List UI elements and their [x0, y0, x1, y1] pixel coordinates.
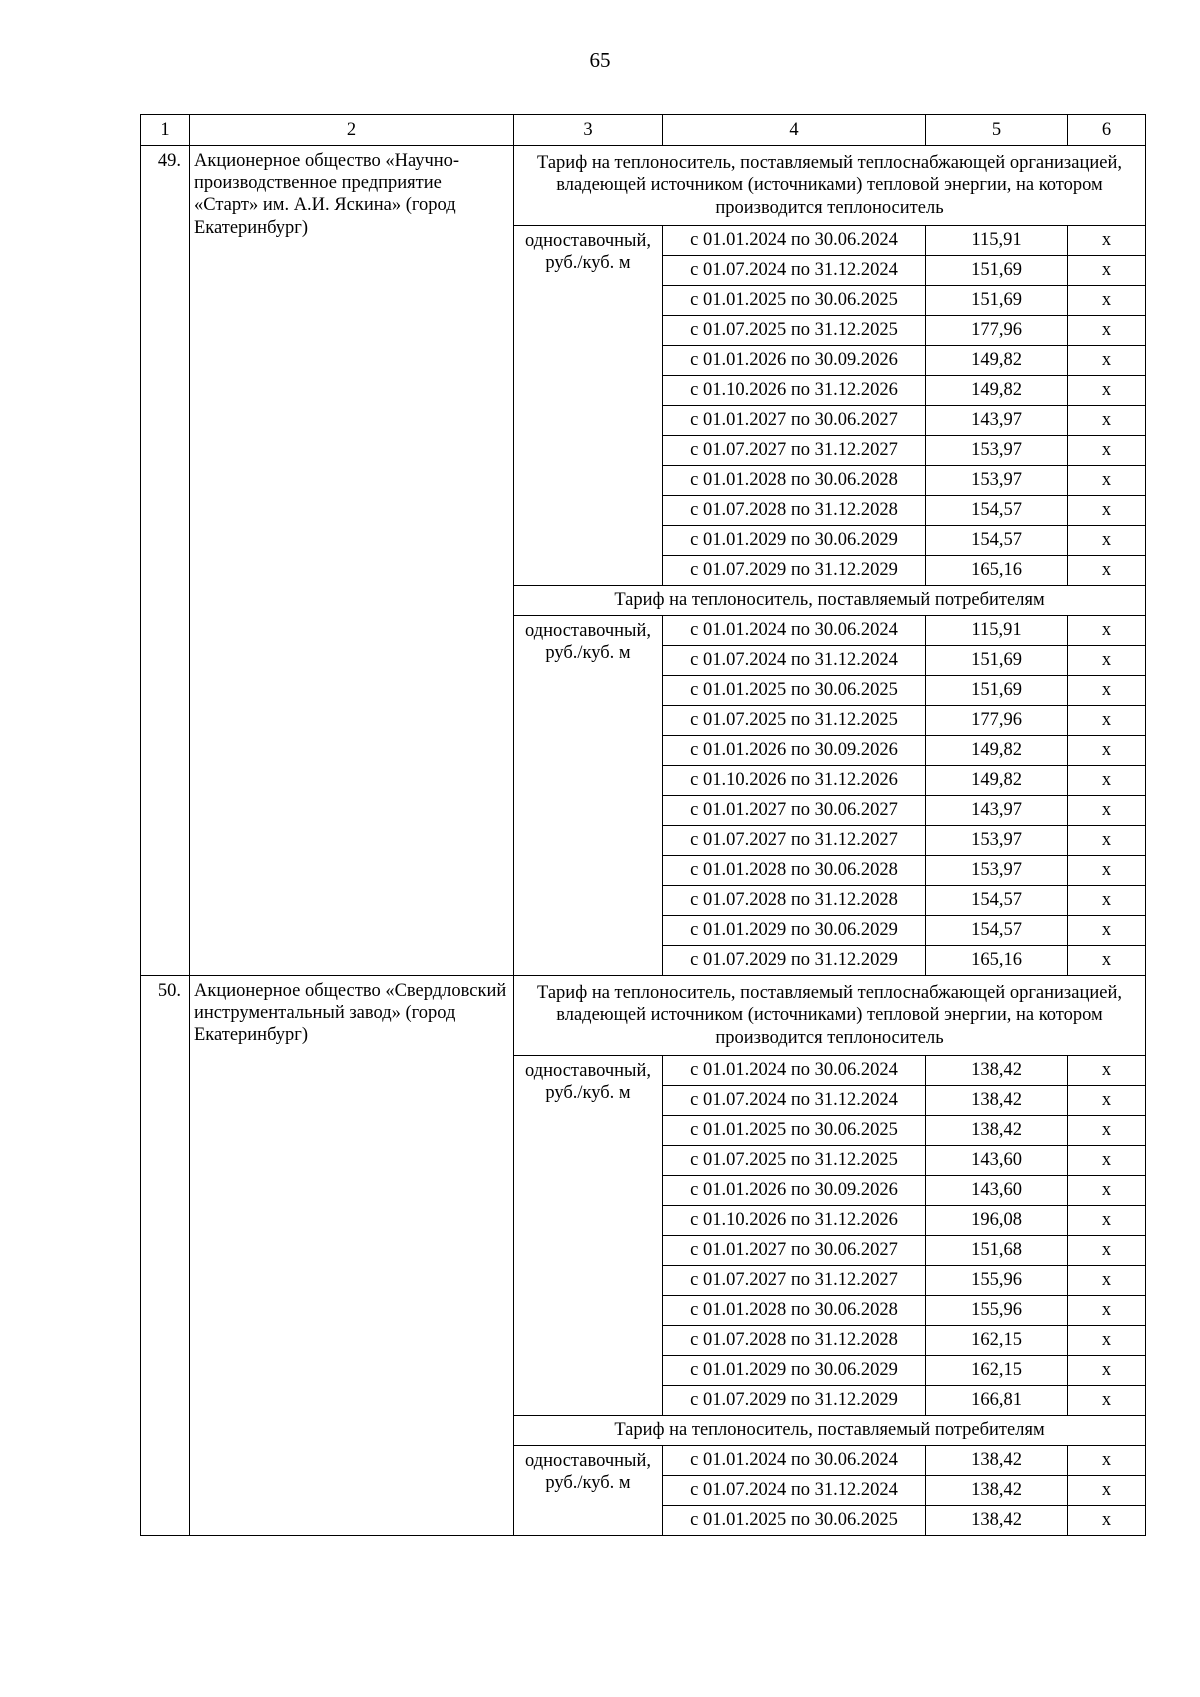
- mark-cell: х: [1068, 1056, 1146, 1086]
- tariff-value-cell: 149,82: [926, 766, 1068, 796]
- mark-cell: х: [1068, 256, 1146, 286]
- mark-cell: х: [1068, 1476, 1146, 1506]
- tariff-value-cell: 138,42: [926, 1086, 1068, 1116]
- organization-name: Акционерное общество «Научно-производственное предприятие «Старт» им. А.И. Яскина» (город Екатеринбург): [190, 146, 514, 976]
- period-cell: с 01.01.2029 по 30.06.2029: [663, 916, 926, 946]
- mark-cell: х: [1068, 376, 1146, 406]
- mark-cell: х: [1068, 1146, 1146, 1176]
- page-number: 65: [589, 48, 611, 72]
- period-cell: с 01.01.2024 по 30.06.2024: [663, 1446, 926, 1476]
- tariff-value-cell: 149,82: [926, 376, 1068, 406]
- period-cell: с 01.01.2025 по 30.06.2025: [663, 1116, 926, 1146]
- mark-cell: х: [1068, 856, 1146, 886]
- mark-cell: х: [1068, 226, 1146, 256]
- tariff-value-cell: 155,96: [926, 1266, 1068, 1296]
- column-header: 5: [926, 115, 1068, 146]
- tariff-value-cell: 115,91: [926, 226, 1068, 256]
- tariff-section-title: Тариф на теплоноситель, поставляемый потребителям: [514, 586, 1146, 616]
- mark-cell: х: [1068, 736, 1146, 766]
- mark-cell: х: [1068, 466, 1146, 496]
- tariff-value-cell: 138,42: [926, 1056, 1068, 1086]
- period-cell: с 01.01.2025 по 30.06.2025: [663, 286, 926, 316]
- period-cell: с 01.07.2024 по 31.12.2024: [663, 1476, 926, 1506]
- mark-cell: х: [1068, 616, 1146, 646]
- mark-cell: х: [1068, 1356, 1146, 1386]
- tariff-value-cell: 138,42: [926, 1116, 1068, 1146]
- tariff-value-cell: 149,82: [926, 346, 1068, 376]
- mark-cell: х: [1068, 796, 1146, 826]
- tariff-value-cell: 138,42: [926, 1476, 1068, 1506]
- period-cell: с 01.10.2026 по 31.12.2026: [663, 1206, 926, 1236]
- entry-number: 49.: [141, 146, 190, 976]
- column-header: 1: [141, 115, 190, 146]
- mark-cell: х: [1068, 1386, 1146, 1416]
- mark-cell: х: [1068, 1236, 1146, 1266]
- tariff-value-cell: 153,97: [926, 436, 1068, 466]
- mark-cell: х: [1068, 826, 1146, 856]
- period-cell: с 01.01.2028 по 30.06.2028: [663, 856, 926, 886]
- tariff-value-cell: 177,96: [926, 706, 1068, 736]
- period-cell: с 01.07.2025 по 31.12.2025: [663, 706, 926, 736]
- tariff-value-cell: 143,97: [926, 796, 1068, 826]
- mark-cell: х: [1068, 676, 1146, 706]
- mark-cell: х: [1068, 1266, 1146, 1296]
- period-cell: с 01.01.2026 по 30.09.2026: [663, 346, 926, 376]
- mark-cell: х: [1068, 1326, 1146, 1356]
- tariff-value-cell: 153,97: [926, 466, 1068, 496]
- period-cell: с 01.01.2027 по 30.06.2027: [663, 406, 926, 436]
- mark-cell: х: [1068, 1086, 1146, 1116]
- period-cell: с 01.07.2027 по 31.12.2027: [663, 826, 926, 856]
- mark-cell: х: [1068, 706, 1146, 736]
- entry-number: 50.: [141, 976, 190, 1536]
- period-cell: с 01.01.2029 по 30.06.2029: [663, 526, 926, 556]
- tariff-value-cell: 153,97: [926, 826, 1068, 856]
- section-header-row: [141, 146, 1146, 226]
- tariff-value-cell: 138,42: [926, 1446, 1068, 1476]
- column-header: 2: [190, 115, 514, 146]
- tariff-value-cell: 149,82: [926, 736, 1068, 766]
- tariff-value-cell: 151,69: [926, 646, 1068, 676]
- tariff-value-cell: 196,08: [926, 1206, 1068, 1236]
- period-cell: с 01.07.2029 по 31.12.2029: [663, 1386, 926, 1416]
- tariff-value-cell: 151,69: [926, 676, 1068, 706]
- mark-cell: х: [1068, 526, 1146, 556]
- period-cell: с 01.07.2029 по 31.12.2029: [663, 556, 926, 586]
- tariff-value-cell: 154,57: [926, 886, 1068, 916]
- tariff-value-cell: 151,69: [926, 256, 1068, 286]
- period-cell: с 01.07.2024 по 31.12.2024: [663, 256, 926, 286]
- tariff-value-cell: 165,16: [926, 556, 1068, 586]
- tariff-value-cell: 143,60: [926, 1146, 1068, 1176]
- mark-cell: х: [1068, 346, 1146, 376]
- rate-type: одноставочный, руб./куб. м: [514, 1056, 663, 1416]
- mark-cell: х: [1068, 496, 1146, 526]
- mark-cell: х: [1068, 436, 1146, 466]
- tariff-section-title: Тариф на теплоноситель, поставляемый потребителям: [514, 1416, 1146, 1446]
- period-cell: с 01.01.2027 по 30.06.2027: [663, 796, 926, 826]
- tariff-value-cell: 143,97: [926, 406, 1068, 436]
- period-cell: с 01.01.2026 по 30.09.2026: [663, 736, 926, 766]
- period-cell: с 01.07.2025 по 31.12.2025: [663, 1146, 926, 1176]
- period-cell: с 01.01.2024 по 30.06.2024: [663, 1056, 926, 1086]
- mark-cell: х: [1068, 406, 1146, 436]
- period-cell: с 01.01.2025 по 30.06.2025: [663, 1506, 926, 1536]
- tariff-value-cell: 154,57: [926, 526, 1068, 556]
- mark-cell: х: [1068, 1296, 1146, 1326]
- period-cell: с 01.07.2025 по 31.12.2025: [663, 316, 926, 346]
- period-cell: с 01.07.2028 по 31.12.2028: [663, 886, 926, 916]
- column-header: 3: [514, 115, 663, 146]
- period-cell: с 01.07.2024 по 31.12.2024: [663, 646, 926, 676]
- column-header: 6: [1068, 115, 1146, 146]
- tariff-value-cell: 154,57: [926, 916, 1068, 946]
- rate-type: одноставочный, руб./куб. м: [514, 616, 663, 976]
- period-cell: с 01.01.2027 по 30.06.2027: [663, 1236, 926, 1266]
- tariff-value-cell: 155,96: [926, 1296, 1068, 1326]
- mark-cell: х: [1068, 286, 1146, 316]
- mark-cell: х: [1068, 916, 1146, 946]
- mark-cell: х: [1068, 1116, 1146, 1146]
- period-cell: с 01.01.2025 по 30.06.2025: [663, 676, 926, 706]
- mark-cell: х: [1068, 946, 1146, 976]
- mark-cell: х: [1068, 556, 1146, 586]
- column-header: 4: [663, 115, 926, 146]
- period-cell: с 01.07.2024 по 31.12.2024: [663, 1086, 926, 1116]
- tariff-value-cell: 153,97: [926, 856, 1068, 886]
- tariff-value-cell: 151,69: [926, 286, 1068, 316]
- tariff-value-cell: 138,42: [926, 1506, 1068, 1536]
- period-cell: с 01.07.2027 по 31.12.2027: [663, 436, 926, 466]
- mark-cell: х: [1068, 316, 1146, 346]
- section-header-row: [141, 976, 1146, 1056]
- tariff-value-cell: 154,57: [926, 496, 1068, 526]
- tariff-value-cell: 143,60: [926, 1176, 1068, 1206]
- period-cell: с 01.01.2024 по 30.06.2024: [663, 226, 926, 256]
- mark-cell: х: [1068, 1506, 1146, 1536]
- period-cell: с 01.07.2029 по 31.12.2029: [663, 946, 926, 976]
- mark-cell: х: [1068, 1176, 1146, 1206]
- mark-cell: х: [1068, 646, 1146, 676]
- period-cell: с 01.10.2026 по 31.12.2026: [663, 376, 926, 406]
- period-cell: с 01.01.2026 по 30.09.2026: [663, 1176, 926, 1206]
- rate-type: одноставочный, руб./куб. м: [514, 226, 663, 586]
- rate-type: одноставочный, руб./куб. м: [514, 1446, 663, 1536]
- tariff-value-cell: 151,68: [926, 1236, 1068, 1266]
- tariff-value-cell: 162,15: [926, 1326, 1068, 1356]
- organization-name: Акционерное общество «Свердловский инструментальный завод» (город Екатеринбург): [190, 976, 514, 1536]
- tariff-value-cell: 165,16: [926, 946, 1068, 976]
- period-cell: с 01.01.2029 по 30.06.2029: [663, 1356, 926, 1386]
- mark-cell: х: [1068, 1206, 1146, 1236]
- tariff-section-title: Тариф на теплоноситель, поставляемый теплоснабжающей организацией, владеющей источником (источниками) тепловой энергии, на котором производится теплоноситель: [514, 976, 1146, 1056]
- tariff-value-cell: 162,15: [926, 1356, 1068, 1386]
- period-cell: с 01.01.2024 по 30.06.2024: [663, 616, 926, 646]
- mark-cell: х: [1068, 766, 1146, 796]
- period-cell: с 01.07.2028 по 31.12.2028: [663, 1326, 926, 1356]
- header-row: [141, 115, 1146, 146]
- mark-cell: х: [1068, 886, 1146, 916]
- period-cell: с 01.07.2028 по 31.12.2028: [663, 496, 926, 526]
- mark-cell: х: [1068, 1446, 1146, 1476]
- period-cell: с 01.01.2028 по 30.06.2028: [663, 1296, 926, 1326]
- period-cell: с 01.10.2026 по 31.12.2026: [663, 766, 926, 796]
- period-cell: с 01.07.2027 по 31.12.2027: [663, 1266, 926, 1296]
- tariff-table: [140, 114, 1146, 1536]
- tariff-value-cell: 177,96: [926, 316, 1068, 346]
- period-cell: с 01.01.2028 по 30.06.2028: [663, 466, 926, 496]
- tariff-section-title: Тариф на теплоноситель, поставляемый теплоснабжающей организацией, владеющей источником (источниками) тепловой энергии, на котором производится теплоноситель: [514, 146, 1146, 226]
- tariff-value-cell: 166,81: [926, 1386, 1068, 1416]
- tariff-value-cell: 115,91: [926, 616, 1068, 646]
